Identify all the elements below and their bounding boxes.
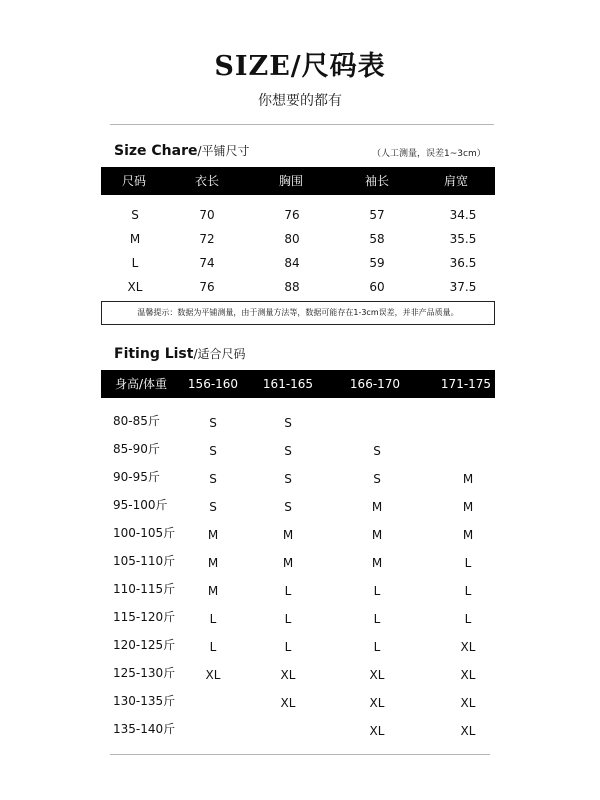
fitting-list-title-en: Fiting List xyxy=(114,346,194,362)
size-recommendation-cell: L xyxy=(284,612,292,626)
length-cell: 76 xyxy=(199,280,215,294)
weight-label: 135-140斤 xyxy=(113,722,176,736)
table-row xyxy=(0,692,600,712)
size-chart-title-cn: /平铺尺寸 xyxy=(197,144,250,158)
length-cell: 72 xyxy=(199,232,215,246)
weight-label: 120-125斤 xyxy=(113,638,176,652)
size-recommendation-cell: L xyxy=(284,584,292,598)
chest-cell: 88 xyxy=(284,280,300,294)
size-cell: L xyxy=(131,256,139,270)
size-recommendation-cell: S xyxy=(209,416,217,430)
table-row xyxy=(0,496,600,516)
sleeve-cell: 58 xyxy=(369,232,385,246)
size-col-header: 肩宽 xyxy=(443,174,468,188)
size-recommendation-cell: L xyxy=(284,640,292,654)
length-cell: 70 xyxy=(199,208,215,222)
size-chart-title-en: Size Chare xyxy=(114,143,198,159)
size-recommendation-cell: XL xyxy=(280,696,296,710)
size-recommendation-cell: XL xyxy=(460,640,476,654)
size-recommendation-cell: M xyxy=(207,556,219,570)
chest-cell: 76 xyxy=(284,208,300,222)
size-recommendation-cell: S xyxy=(373,444,381,458)
measurement-tip: 温馨提示：数据为平铺测量，由于测量方法等，数据可能存在1-3cm误差，并非产品质量。 xyxy=(101,301,495,325)
size-recommendation-cell: S xyxy=(284,444,292,458)
size-recommendation-cell: M xyxy=(282,556,294,570)
table-row xyxy=(0,524,600,544)
fit-col-header: 171-175 xyxy=(440,377,492,391)
weight-label: 95-100斤 xyxy=(113,498,168,512)
size-recommendation-cell: XL xyxy=(460,668,476,682)
fit-col-header: 161-165 xyxy=(262,377,314,391)
size-col-header: 衣长 xyxy=(194,174,219,188)
shoulder-cell: 36.5 xyxy=(449,256,477,270)
size-recommendation-cell: L xyxy=(373,640,381,654)
fitting-list-header-bar xyxy=(101,370,495,398)
size-recommendation-cell: XL xyxy=(369,696,385,710)
weight-label: 85-90斤 xyxy=(113,442,160,456)
shoulder-cell: 35.5 xyxy=(449,232,477,246)
size-col-header: 袖长 xyxy=(364,174,389,188)
size-recommendation-cell: M xyxy=(207,584,219,598)
measurement-note: （人工测量，误差1~3cm） xyxy=(372,149,486,159)
size-recommendation-cell: M xyxy=(462,500,474,514)
weight-label: 125-130斤 xyxy=(113,666,176,680)
weight-label: 110-115斤 xyxy=(113,582,176,596)
sleeve-cell: 59 xyxy=(369,256,385,270)
size-recommendation-cell: M xyxy=(462,472,474,486)
size-recommendation-cell: L xyxy=(464,612,472,626)
size-recommendation-cell: M xyxy=(371,500,383,514)
size-recommendation-cell: M xyxy=(462,528,474,542)
table-row xyxy=(0,636,600,656)
fitting-list-title-cn: /适合尺码 xyxy=(193,347,246,361)
bottom-divider xyxy=(110,754,490,755)
size-col-header: 尺码 xyxy=(121,174,146,188)
weight-label: 90-95斤 xyxy=(113,470,160,484)
size-recommendation-cell: M xyxy=(371,528,383,542)
fit-col-header: 166-170 xyxy=(349,377,401,391)
table-row xyxy=(0,440,600,460)
table-row xyxy=(0,580,600,600)
chest-cell: 84 xyxy=(284,256,300,270)
chest-cell: 80 xyxy=(284,232,300,246)
fitting-list-heading xyxy=(114,345,246,362)
sleeve-cell: 60 xyxy=(369,280,385,294)
size-recommendation-cell: M xyxy=(371,556,383,570)
size-recommendation-cell: S xyxy=(373,472,381,486)
size-cell: S xyxy=(131,208,139,222)
table-row xyxy=(0,468,600,488)
weight-label: 130-135斤 xyxy=(113,694,176,708)
size-recommendation-cell: M xyxy=(282,528,294,542)
shoulder-cell: 37.5 xyxy=(449,280,477,294)
size-recommendation-cell: XL xyxy=(369,668,385,682)
size-cell: M xyxy=(129,232,141,246)
size-recommendation-cell: M xyxy=(207,528,219,542)
size-recommendation-cell: S xyxy=(284,416,292,430)
table-row xyxy=(0,608,600,628)
table-row xyxy=(0,664,600,684)
size-recommendation-cell: XL xyxy=(205,668,221,682)
page-title: SIZE/尺码表 xyxy=(214,51,386,82)
weight-label: 80-85斤 xyxy=(113,414,160,428)
size-recommendation-cell: S xyxy=(209,444,217,458)
size-recommendation-cell: XL xyxy=(460,696,476,710)
size-col-header: 胸围 xyxy=(278,174,303,188)
shoulder-cell: 34.5 xyxy=(449,208,477,222)
size-recommendation-cell: S xyxy=(284,472,292,486)
size-recommendation-cell: L xyxy=(373,612,381,626)
size-chart-heading xyxy=(114,142,250,159)
size-chart-header-bar xyxy=(101,167,495,195)
weight-label: 100-105斤 xyxy=(113,526,176,540)
size-recommendation-cell: XL xyxy=(280,668,296,682)
table-row xyxy=(0,552,600,572)
weight-label: 105-110斤 xyxy=(113,554,176,568)
size-recommendation-cell: XL xyxy=(460,724,476,738)
size-recommendation-cell: L xyxy=(209,640,217,654)
size-recommendation-cell: S xyxy=(284,500,292,514)
table-row xyxy=(0,720,600,740)
size-recommendation-cell: XL xyxy=(369,724,385,738)
size-cell: XL xyxy=(127,280,143,294)
size-recommendation-cell: L xyxy=(464,584,472,598)
weight-label: 115-120斤 xyxy=(113,610,176,624)
size-recommendation-cell: S xyxy=(209,472,217,486)
top-divider xyxy=(110,124,494,125)
sleeve-cell: 57 xyxy=(369,208,385,222)
size-recommendation-cell: L xyxy=(373,584,381,598)
size-recommendation-cell: L xyxy=(464,556,472,570)
size-recommendation-cell: S xyxy=(209,500,217,514)
page-subtitle: 你想要的都有 xyxy=(258,93,342,109)
size-recommendation-cell: L xyxy=(209,612,217,626)
length-cell: 74 xyxy=(199,256,215,270)
fit-col-header: 156-160 xyxy=(187,377,239,391)
fit-col-header: 身高/体重 xyxy=(114,377,168,391)
table-row xyxy=(0,412,600,432)
